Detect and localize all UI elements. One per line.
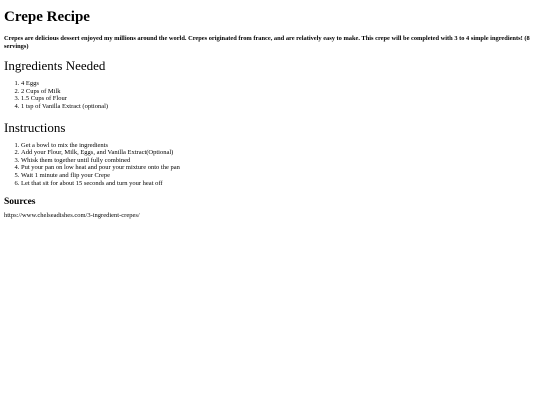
list-item: 6. Let that sit for about 15 seconds and turn your heat off xyxy=(21,180,536,188)
instructions-heading: Instructions xyxy=(4,119,66,135)
list-item: 2. Add your Flour, Milk, Eggs, and Vanilla Extract(Optional) xyxy=(21,149,536,157)
list-item: 1. 4 Eggs xyxy=(21,80,536,88)
sources-heading: Sources xyxy=(4,197,36,208)
source-url: https://www.chelseadishes.com/3-ingredient-crepes/ xyxy=(4,212,140,220)
intro-text: Crepes are delicious dessert enjoyed my millions around the world. Crepes originated from france, and are relatively easy to make. This crepe will be completed with 3 to 4 simple ingredients! (8 servings) xyxy=(4,35,530,50)
ingredients-heading: Ingredients Needed xyxy=(4,58,106,74)
page-title: Crepe Recipe xyxy=(4,9,90,25)
list-item: 5. Wait 1 minute and flip your Crepe xyxy=(21,172,536,180)
list-item: 4. Put your pan on low heat and pour your mixture onto the pan xyxy=(21,164,536,172)
list-item: 2. 2 Cups of Milk xyxy=(21,88,536,96)
list-item: 3. 1.5 Cups of Flour xyxy=(21,95,536,103)
ingredients-list xyxy=(4,80,536,110)
list-item: 3. Whisk them together until fully combined xyxy=(21,157,536,165)
instructions-list xyxy=(4,142,536,188)
list-item: 1. Get a bowl to mix the ingredients xyxy=(21,142,536,150)
list-item: 4. 1 tsp of Vanilla Extract (optional) xyxy=(21,103,536,111)
